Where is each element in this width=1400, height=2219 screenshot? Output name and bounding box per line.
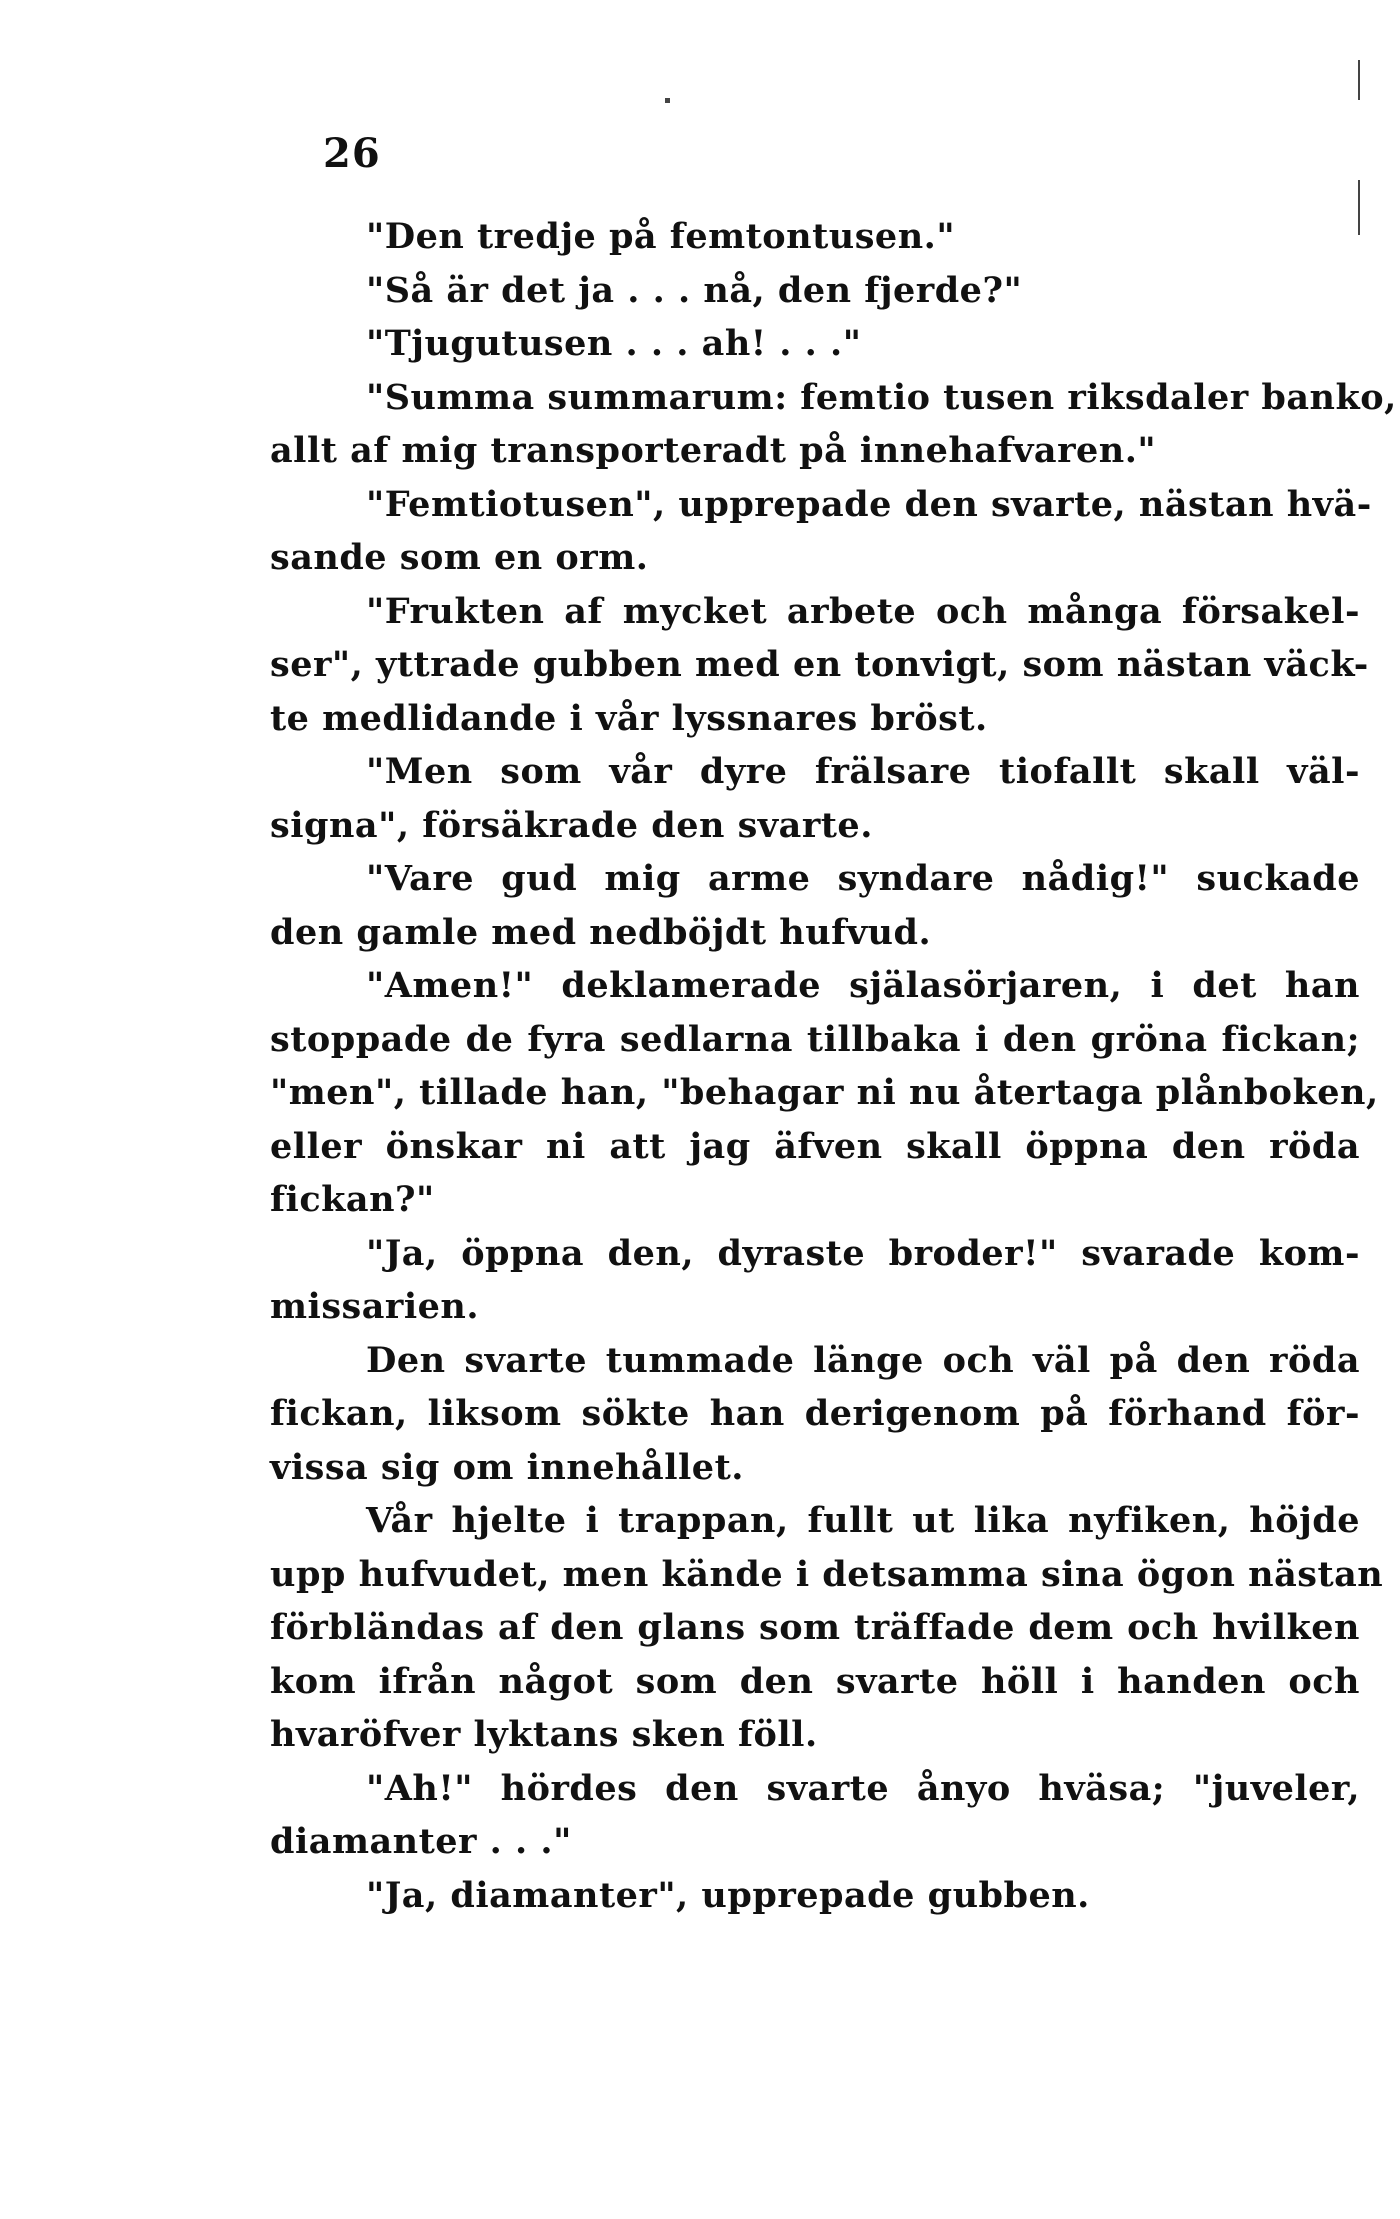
text-line: fickan?": [270, 1179, 435, 1220]
text-line: den gamle med nedböjdt hufvud.: [270, 911, 932, 953]
text-line: "Men som vår dyre frälsare tiofallt skall väl-: [366, 751, 1360, 792]
text-line: fickan, liksom sökte han derigenom på förhand för-: [270, 1393, 1360, 1434]
scan-speck: [1358, 180, 1360, 235]
text-line: "Summa summarum: femtio tusen riksdaler banko,: [366, 376, 1397, 418]
page-number: 26: [323, 130, 381, 177]
text-line: allt af mig transporteradt på innehafvaren.": [270, 430, 1157, 471]
text-line: eller önskar ni att jag äfven skall öppna den röda: [270, 1125, 1360, 1167]
text-line: "Den tredje på femtontusen.": [366, 216, 956, 257]
text-line: ser", yttrade gubben med en tonvigt, som nästan väck-: [270, 644, 1369, 685]
text-line: "Ja, diamanter", upprepade gubben.: [366, 1874, 1090, 1916]
text-line: upp hufvudet, men kände i detsamma sina ögon nästan: [270, 1553, 1384, 1595]
text-line: signa", försäkrade den svarte.: [270, 804, 873, 846]
text-line: vissa sig om innehållet.: [270, 1446, 744, 1488]
text-line: "Tjugutusen . . . ah! . . .": [366, 323, 862, 364]
text-line: förbländas af den glans som träffade dem och hvilken: [270, 1607, 1360, 1648]
text-line: "Amen!" deklamerade själasörjaren, i det han: [366, 965, 1360, 1006]
text-line: sande som en orm.: [270, 537, 649, 578]
text-line: kom ifrån något som den svarte höll i handen och: [270, 1660, 1360, 1702]
scan-speck: [1358, 60, 1360, 100]
text-line: hvaröfver lyktans sken föll.: [270, 1714, 818, 1755]
text-line: "Femtiotusen", upprepade den svarte, nästan hvä-: [366, 483, 1372, 525]
body-text: [270, 210, 1397, 1922]
text-line: "Frukten af mycket arbete och många försakel-: [366, 590, 1360, 632]
text-line: Vår hjelte i trappan, fullt ut lika nyfiken, höjde: [366, 1500, 1360, 1541]
text-line: stoppade de fyra sedlarna tillbaka i den gröna fickan;: [270, 1018, 1360, 1060]
text-line: "Ah!" hördes den svarte ånyo hväsa; "juveler,: [366, 1767, 1360, 1809]
text-line: "Så är det ja . . . nå, den fjerde?": [366, 269, 1023, 311]
scan-speck: [665, 98, 670, 103]
text-line: "Ja, öppna den, dyraste broder!" svarade kom-: [366, 1232, 1360, 1274]
text-line: "men", tillade han, "behagar ni nu återtaga plånboken,: [270, 1072, 1379, 1113]
text-line: te medlidande i vår lyssnares bröst.: [270, 697, 988, 739]
text-line: "Vare gud mig arme syndare nådig!" suckade: [366, 858, 1360, 899]
text-line: Den svarte tummade länge och väl på den röda: [366, 1339, 1360, 1381]
text-line: missarien.: [270, 1286, 480, 1327]
text-line: diamanter . . .": [270, 1821, 572, 1862]
